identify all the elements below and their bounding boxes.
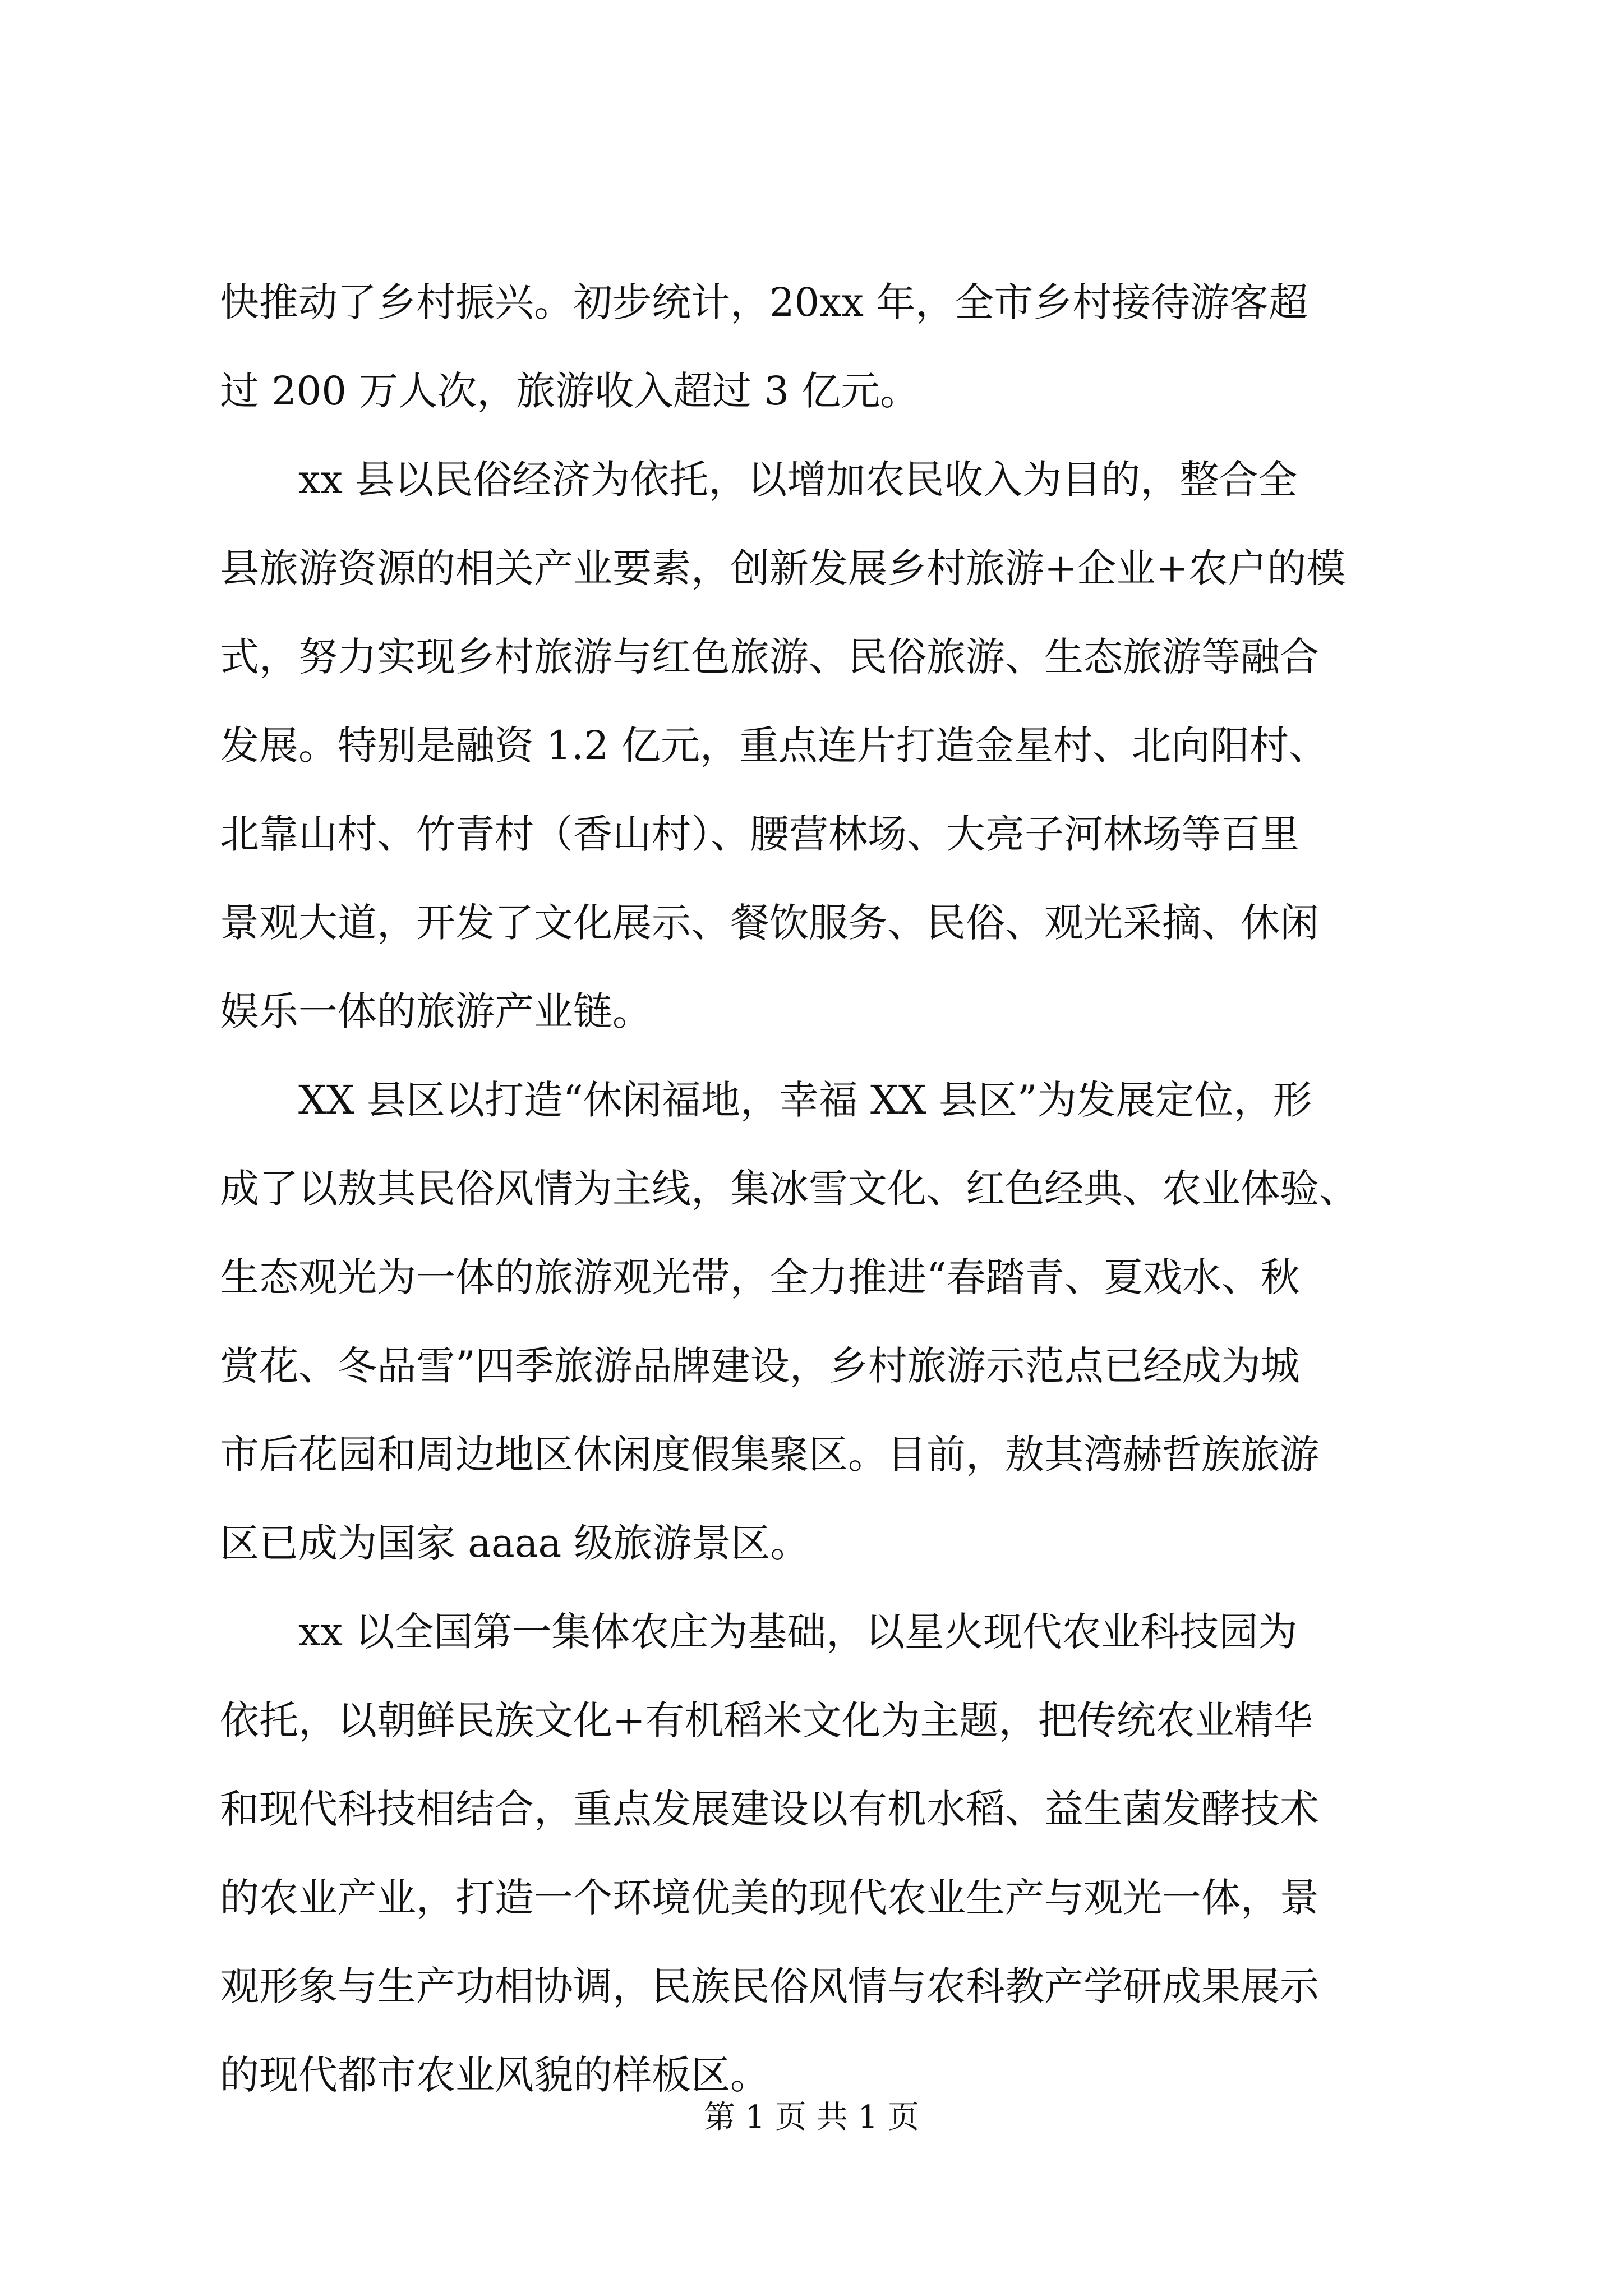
text-line: xx 县以民俗经济为依托，以增加农民收入为目的，整合全 xyxy=(298,457,1298,503)
document-body xyxy=(220,258,1403,2119)
text-line: 北靠山村、竹青村（香山村）、腰营林场、大亮子河林场等百里 xyxy=(220,811,1299,857)
text-line: 赏花、冬品雪”四季旅游品牌建设，乡村旅游示范点已经成为城 xyxy=(220,1343,1300,1389)
text-line: 县旅游资源的相关产业要素，创新发展乡村旅游+企业+农户的模 xyxy=(220,545,1346,591)
text-line: 的现代都市农业风貌的样板区。 xyxy=(220,2052,769,2098)
text-line: 成了以敖其民俗风情为主线，集冰雪文化、红色经典、农业体验、 xyxy=(220,1166,1358,1212)
text-line: 观形象与生产功相协调，民族民俗风情与农科教产学研成果展示 xyxy=(220,1963,1319,2009)
text-line: 市后花园和周边地区休闲度假集聚区。目前，敖其湾赫哲族旅游 xyxy=(220,1432,1319,1478)
text-line: xx 以全国第一集体农庄为基础，以星火现代农业科技园为 xyxy=(298,1609,1298,1655)
text-line: 式，努力实现乡村旅游与红色旅游、民俗旅游、生态旅游等融合 xyxy=(220,634,1319,680)
text-line: 区已成为国家 aaaa 级旅游景区。 xyxy=(220,1520,810,1566)
text-line: 和现代科技相结合，重点发展建设以有机水稻、益生菌发酵技术 xyxy=(220,1786,1319,1832)
text-line: 过 200 万人次，旅游收入超过 3 亿元。 xyxy=(220,368,920,414)
text-line: XX 县区以打造“休闲福地，幸福 XX 县区”为发展定位，形 xyxy=(298,1077,1312,1123)
page-number-footer: 第 1 页 共 1 页 xyxy=(703,2099,920,2136)
text-line: 依托，以朝鲜民族文化+有机稻米文化为主题，把传统农业精华 xyxy=(220,1697,1313,1743)
text-line: 景观大道，开发了文化展示、餐饮服务、民俗、观光采摘、休闲 xyxy=(220,900,1319,946)
text-line: 发展。特别是融资 1.2 亿元，重点连片打造金星村、北向阳村、 xyxy=(220,723,1328,769)
text-line: 娱乐一体的旅游产业链。 xyxy=(220,988,652,1034)
text-line: 的农业产业，打造一个环境优美的现代农业生产与观光一体，景 xyxy=(220,1875,1319,1921)
text-line: 生态观光为一体的旅游观光带，全力推进“春踏青、夏戏水、秋 xyxy=(220,1254,1300,1300)
text-line: 快推动了乡村振兴。初步统计，20xx 年，全市乡村接待游客超 xyxy=(220,279,1308,325)
